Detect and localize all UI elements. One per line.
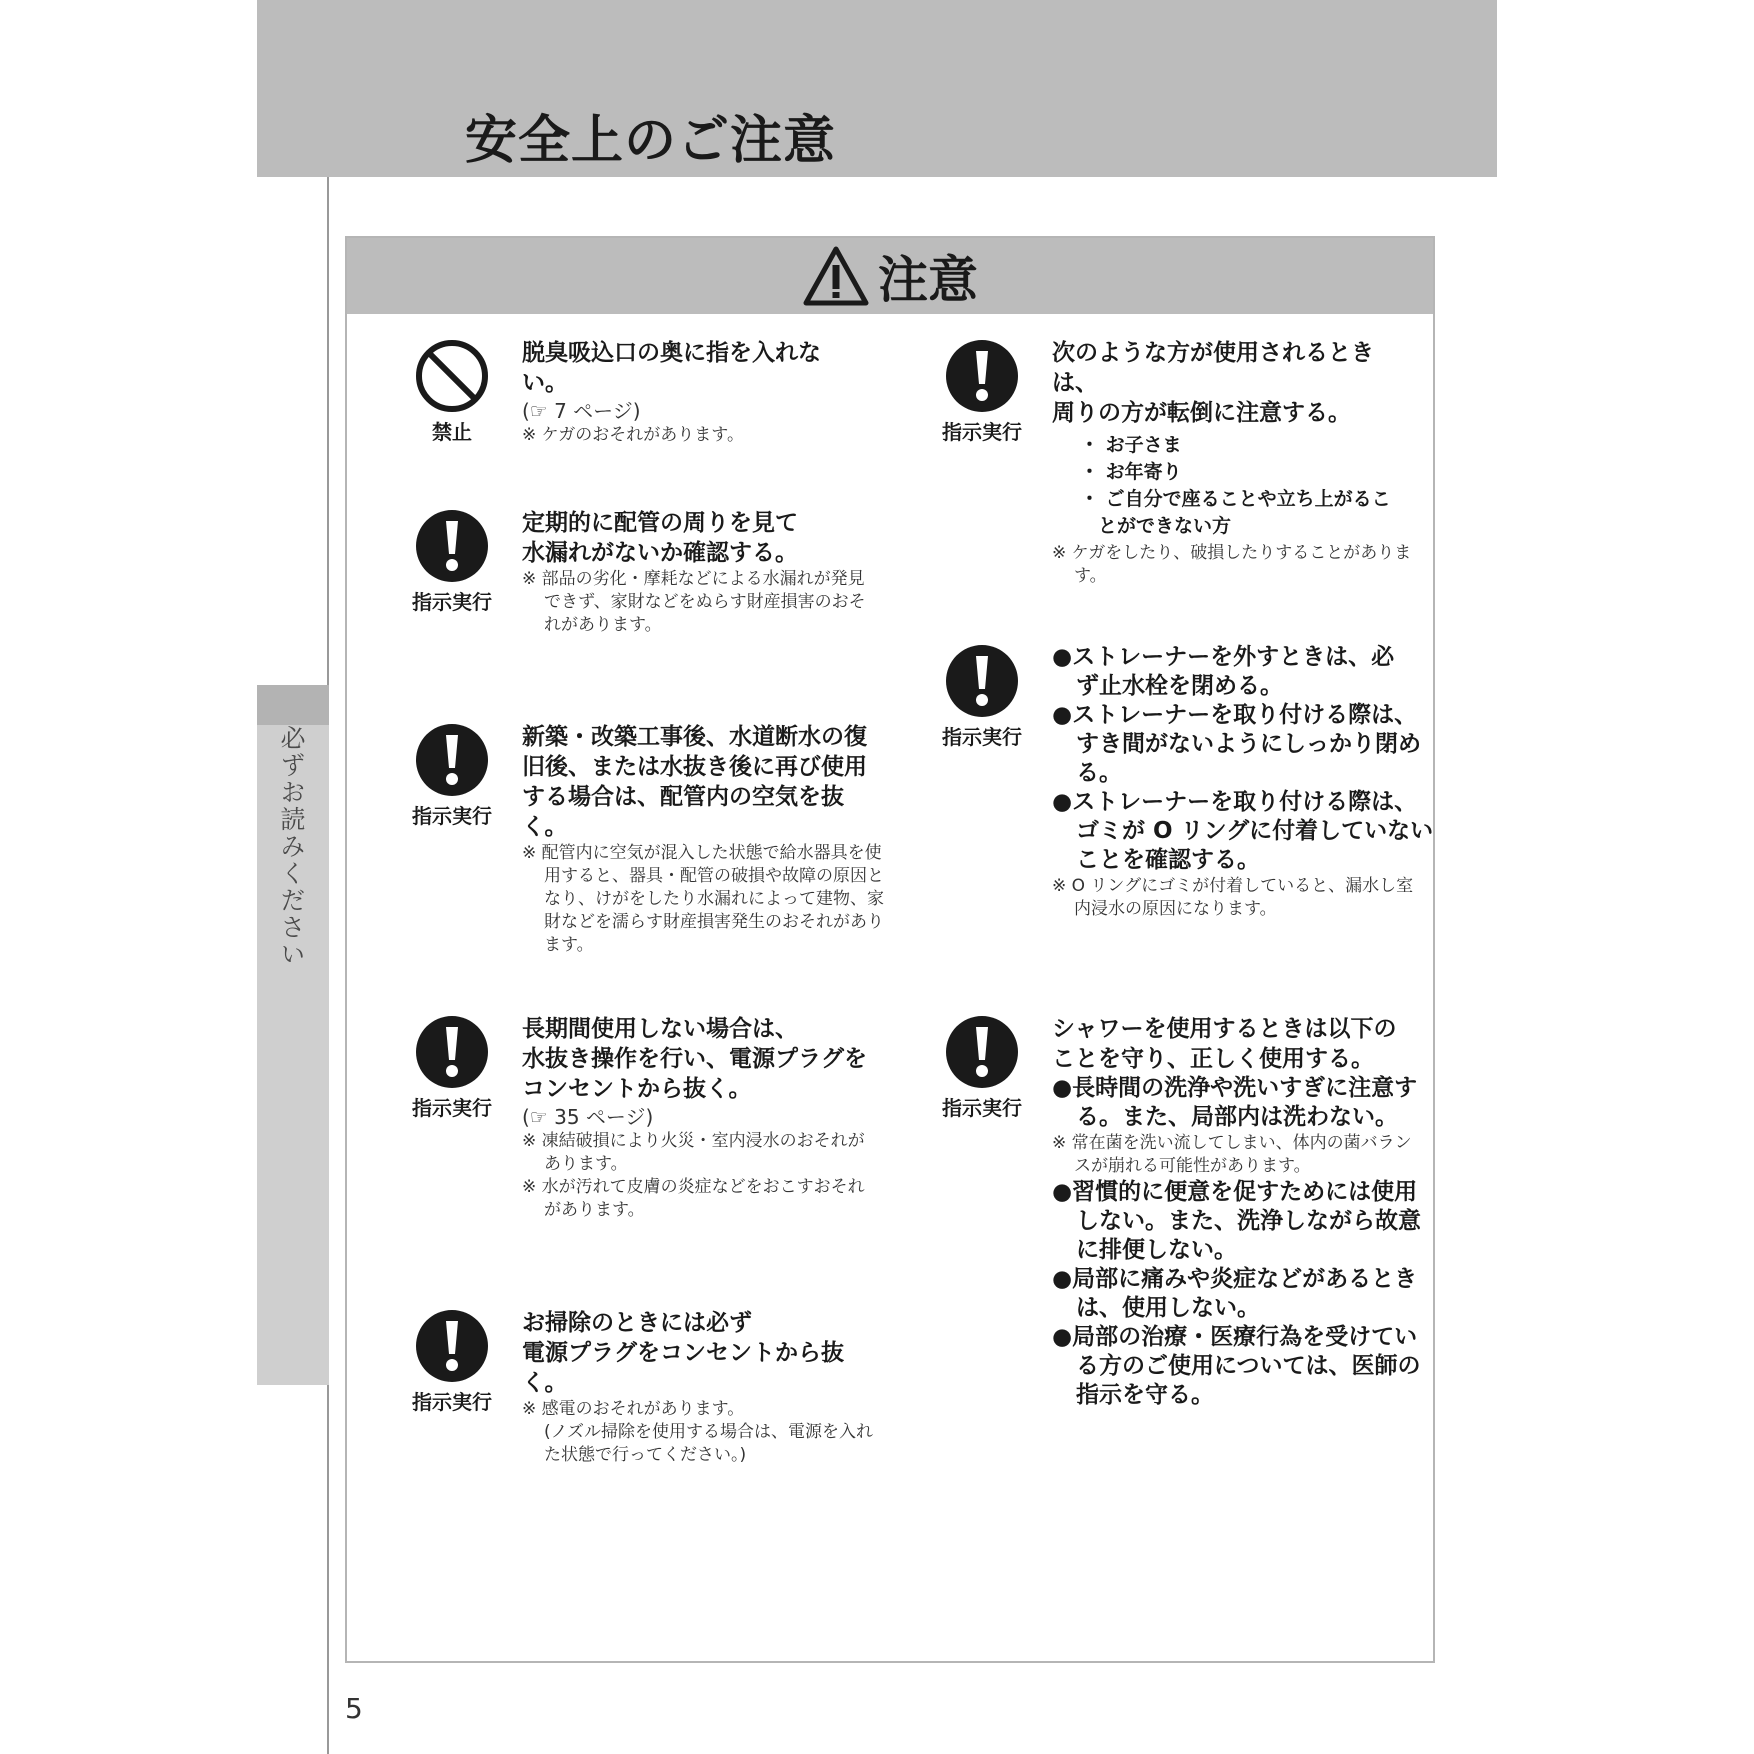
mandatory-action-icon	[414, 508, 490, 584]
dot-item: ●習慣的に便意を促すためには使用しない。また、洗浄しながら故意に排便しない。	[1052, 1179, 1421, 1263]
bullet-list	[1080, 432, 1412, 540]
item-note: ※ ケガをしたり、破損したりすることがあります。	[1052, 543, 1412, 586]
item-note: ※ 常在菌を洗い流してしまい、体内の菌バランスが崩れる可能性があります。	[1052, 1133, 1412, 1176]
item-note: ※ 水が汚れて皮膚の炎症などをおこすおそれがあります。	[522, 1177, 865, 1220]
item-main-text: する場合は、配管内の空気を抜く。	[522, 784, 844, 840]
dot-item: ●局部の治療・医療行為を受けている方のご使用については、医師の指示を守る。	[1052, 1324, 1421, 1408]
caution-item-leak-check	[402, 508, 866, 658]
item-main-text: お掃除のときには必ず	[522, 1310, 752, 1336]
item-main-text: 新築・改築工事後、水道断水の復	[522, 724, 867, 750]
item-text	[1052, 1014, 1421, 1410]
caution-item-long-term-storage	[402, 1014, 867, 1234]
item-icon-group	[932, 338, 1032, 445]
caution-title: 注意	[878, 251, 978, 309]
icon-label: 指示実行	[412, 1096, 492, 1120]
mandatory-action-icon	[414, 722, 490, 798]
item-text	[522, 1308, 882, 1467]
item-note: ※ 感電のおそれがあります。	[522, 1399, 745, 1419]
item-main-text: 電源プラグをコンセントから抜く。	[522, 1340, 844, 1396]
page-title: 安全上のご注意	[465, 111, 837, 171]
item-text	[522, 338, 862, 447]
item-icon-group	[402, 508, 502, 615]
item-icon-group	[402, 1308, 502, 1415]
item-note: ※ O リングにゴミが付着していると、漏水し室内浸水の原因になります。	[1052, 876, 1414, 919]
caution-item-finger	[402, 338, 842, 478]
item-note: ※ ケガのおそれがあります。	[522, 425, 744, 445]
icon-label: 指示実行	[942, 1096, 1022, 1120]
caution-box	[345, 236, 1435, 1663]
item-note: ※ 配管内に空気が混入した状態で給水器具を使用すると、器具・配管の破損や故障の原因となり、けがをしたり水漏れによって建物、家財などを濡らす財産損害発生のおそれがあります。	[522, 843, 884, 955]
item-main-text: 周りの方が転倒に注意する。	[1052, 400, 1351, 426]
side-tab-marker	[257, 685, 329, 725]
dot-item: ●ストレーナーを取り付ける際は、ゴミが O リングに付着していないことを確認する。	[1052, 789, 1434, 873]
bullet-item: ・ ご自分で座ることや立ち上がることができない方	[1080, 488, 1391, 537]
item-main-text: 水漏れがないか確認する。	[522, 540, 798, 566]
icon-label: 禁止	[432, 420, 472, 444]
mandatory-action-icon	[414, 1308, 490, 1384]
caution-item-air-purge	[402, 722, 884, 955]
bullet-item: ・ お子さま	[1080, 434, 1182, 456]
item-text	[522, 508, 867, 637]
icon-label: 指示実行	[412, 590, 492, 614]
page-reference: (☞ 35 ページ)	[522, 1105, 654, 1129]
mandatory-action-icon	[944, 338, 1020, 414]
dot-item: ●ストレーナーを取り付ける際は、すき間がないようにしっかり閉める。	[1052, 702, 1421, 786]
item-text	[1052, 643, 1434, 921]
dot-item: ●局部に痛みや炎症などがあるときは、使用しない。	[1052, 1266, 1418, 1321]
item-main-text: ことを守り、正しく使用する。	[1052, 1046, 1374, 1072]
caution-item-strainer	[932, 643, 1434, 943]
item-main-text: 定期的に配管の周りを見て	[522, 510, 798, 536]
mandatory-action-icon	[944, 643, 1020, 719]
item-main-text: 旧後、または水抜き後に再び使用	[522, 754, 867, 780]
caution-item-shower	[932, 1014, 1421, 1454]
item-icon-group	[402, 1014, 502, 1121]
icon-label: 指示実行	[942, 725, 1022, 749]
item-text	[522, 722, 882, 957]
item-icon-group	[402, 338, 502, 445]
item-main-text: 脱臭吸込口の奥に指を入れない。	[522, 340, 821, 396]
item-text	[522, 1014, 867, 1222]
caution-item-cleaning	[402, 1308, 873, 1465]
item-note: ※ 部品の劣化・摩耗などによる水漏れが発見できず、家財などをぬらす財産損害のおそれがあります。	[522, 569, 866, 635]
item-note: ※ 凍結破損により火災・室内浸水のおそれがあります。	[522, 1131, 865, 1174]
item-main-text: コンセントから抜く。	[522, 1076, 752, 1102]
item-icon-group	[402, 722, 502, 829]
page-reference: (☞ 7 ページ)	[522, 399, 641, 423]
icon-label: 指示実行	[412, 1390, 492, 1414]
header-band	[257, 0, 1497, 177]
page-number: 5	[345, 1692, 363, 1725]
icon-label: 指示実行	[942, 420, 1022, 444]
item-icon-group	[932, 643, 1032, 750]
item-text	[1052, 338, 1412, 588]
caution-item-fall-attention	[932, 338, 1412, 586]
item-main-text: 長期間使用しない場合は、	[522, 1016, 798, 1042]
icon-label: 指示実行	[412, 804, 492, 828]
warning-triangle-icon	[802, 245, 870, 307]
item-main-text: 次のような方が使用されるときは、	[1052, 340, 1374, 396]
item-main-text: シャワーを使用するときは以下の	[1052, 1016, 1397, 1042]
item-main-text: 水抜き操作を行い、電源プラグを	[522, 1046, 867, 1072]
mandatory-action-icon	[944, 1014, 1020, 1090]
caution-header	[347, 238, 1433, 314]
item-icon-group	[932, 1014, 1032, 1121]
dot-item: ●長時間の洗浄や洗いすぎに注意する。また、局部内は洗わない。	[1052, 1075, 1418, 1130]
side-tab	[257, 685, 329, 1385]
side-tab-label: 必ずお読みください	[277, 725, 306, 968]
dot-item: ●ストレーナーを外すときは、必ず止水栓を閉める。	[1052, 644, 1395, 699]
mandatory-action-icon	[414, 1014, 490, 1090]
bullet-item: ・ お年寄り	[1080, 461, 1182, 483]
item-note: (ノズル掃除を使用する場合は、電源を入れた状態で行ってください。)	[544, 1422, 873, 1465]
prohibition-icon	[414, 338, 490, 414]
